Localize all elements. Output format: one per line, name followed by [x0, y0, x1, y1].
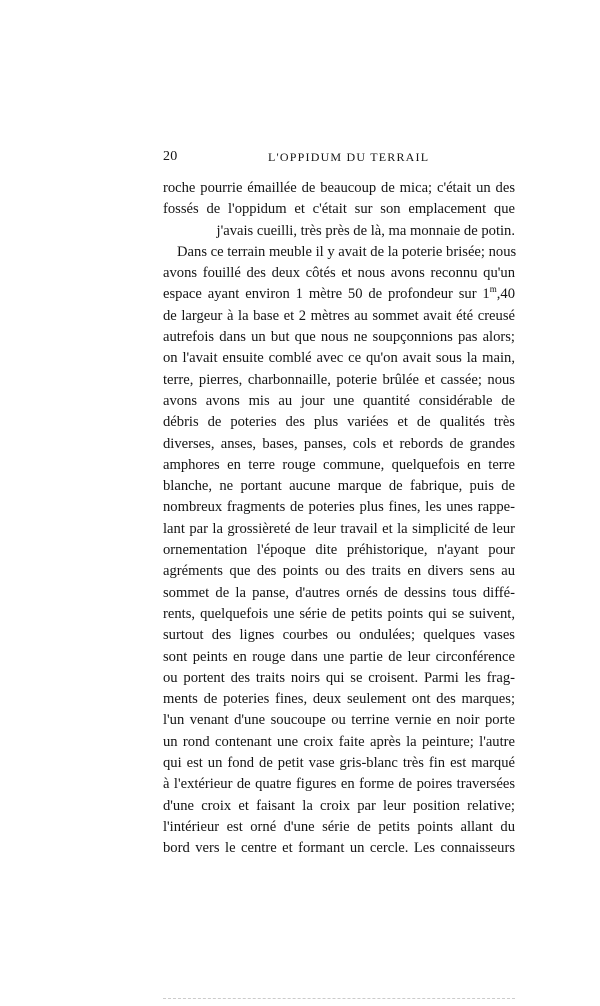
text-line: sommet de la panse, d'autres ornés de dessins tous diffé-: [163, 584, 515, 601]
text-line: diverses, anses, bases, panses, cols et rebords de grandes: [163, 435, 515, 452]
text-line: fossés de l'oppidum et c'était sur son emplacement que: [163, 201, 515, 218]
text-line: l'intérieur est orné d'une série de petits points allant du: [163, 818, 515, 835]
text-line: sont peints en rouge dans une partie de leur circonférence: [163, 648, 515, 665]
text-line: roche pourrie émaillée de beaucoup de mica; c'était un des: [163, 180, 515, 196]
text-line: avons fouillé des deux côtés et nous avons reconnu qu'un: [163, 265, 515, 282]
text-line-measure: [163, 284, 515, 305]
text-line: blanche, ne portant aucune marque de fabrique, puis de: [163, 478, 515, 495]
text-line: bord vers le centre et formant un cercle. Les connaisseurs: [163, 840, 515, 857]
page-bottom-edge: [163, 998, 515, 1000]
text-line: de largeur à la base et 2 mètres au sommet avait été creusé: [163, 307, 515, 324]
text-line: d'une croix et faisant la croix par leur position relative;: [163, 797, 515, 814]
measure-superscript: m: [489, 284, 497, 295]
text-line: autrefois dans un but que nous ne soupçonnions pas alors;: [163, 329, 515, 346]
measure-text: espace ayant environ 1 mètre 50 de profondeur sur 1: [163, 286, 490, 303]
text-line: amphores en terre rouge commune, quelquefois en terre: [163, 456, 515, 473]
page-number: 20: [163, 149, 178, 164]
measure-tail: ,40: [496, 286, 515, 303]
text-line: avons avons mis au jour une quantité considérable de: [163, 392, 515, 409]
text-line: un rond contenant une croix faite après la peinture; l'autre: [163, 733, 515, 750]
text-line: qui est un fond de petit vase gris-blanc très fin est marqué: [163, 755, 515, 772]
text-line: ments de poteries fines, deux seulement ont des marques;: [163, 691, 515, 708]
running-head: L'OPPIDUM DU TERRAIL: [268, 150, 430, 164]
text-line: lant par la grossièreté de leur travail et la simplicité de leur: [163, 520, 515, 537]
text-line: rents, quelquefois une série de petits points qui se suivent,: [163, 605, 515, 622]
text-line: surtout des lignes courbes ou ondulées; quelques vases: [163, 627, 515, 644]
text-line: terre, pierres, charbonnaille, poterie brûlée et cassée; nous: [163, 371, 515, 388]
text-line: débris de poteries des plus variées et de qualités très: [163, 414, 515, 431]
body-text: [163, 178, 515, 860]
text-line: à l'extérieur de quatre figures en forme de poires traversées: [163, 776, 515, 793]
text-line: nombreux fragments de poteries plus fines, les unes rappe-: [163, 499, 515, 516]
text-line: ornementation l'époque dite préhistorique, n'ayant pour: [163, 542, 515, 559]
text-line: agréments que des points ou des traits en divers sens au: [163, 563, 515, 580]
text-line: Dans ce terrain meuble il y avait de la poterie brisée; nous: [177, 243, 517, 260]
text-line: j'avais cueilli, très près de là, ma monnaie de potin.: [216, 222, 515, 239]
text-line: ou portent des traits noirs qui se croisent. Parmi les frag-: [163, 669, 515, 686]
text-line: l'un venant d'une soucoupe ou terrine vernie en noir porte: [163, 712, 515, 729]
text-line: on l'avait ensuite comblé avec ce qu'on avait sous la main,: [163, 350, 515, 367]
